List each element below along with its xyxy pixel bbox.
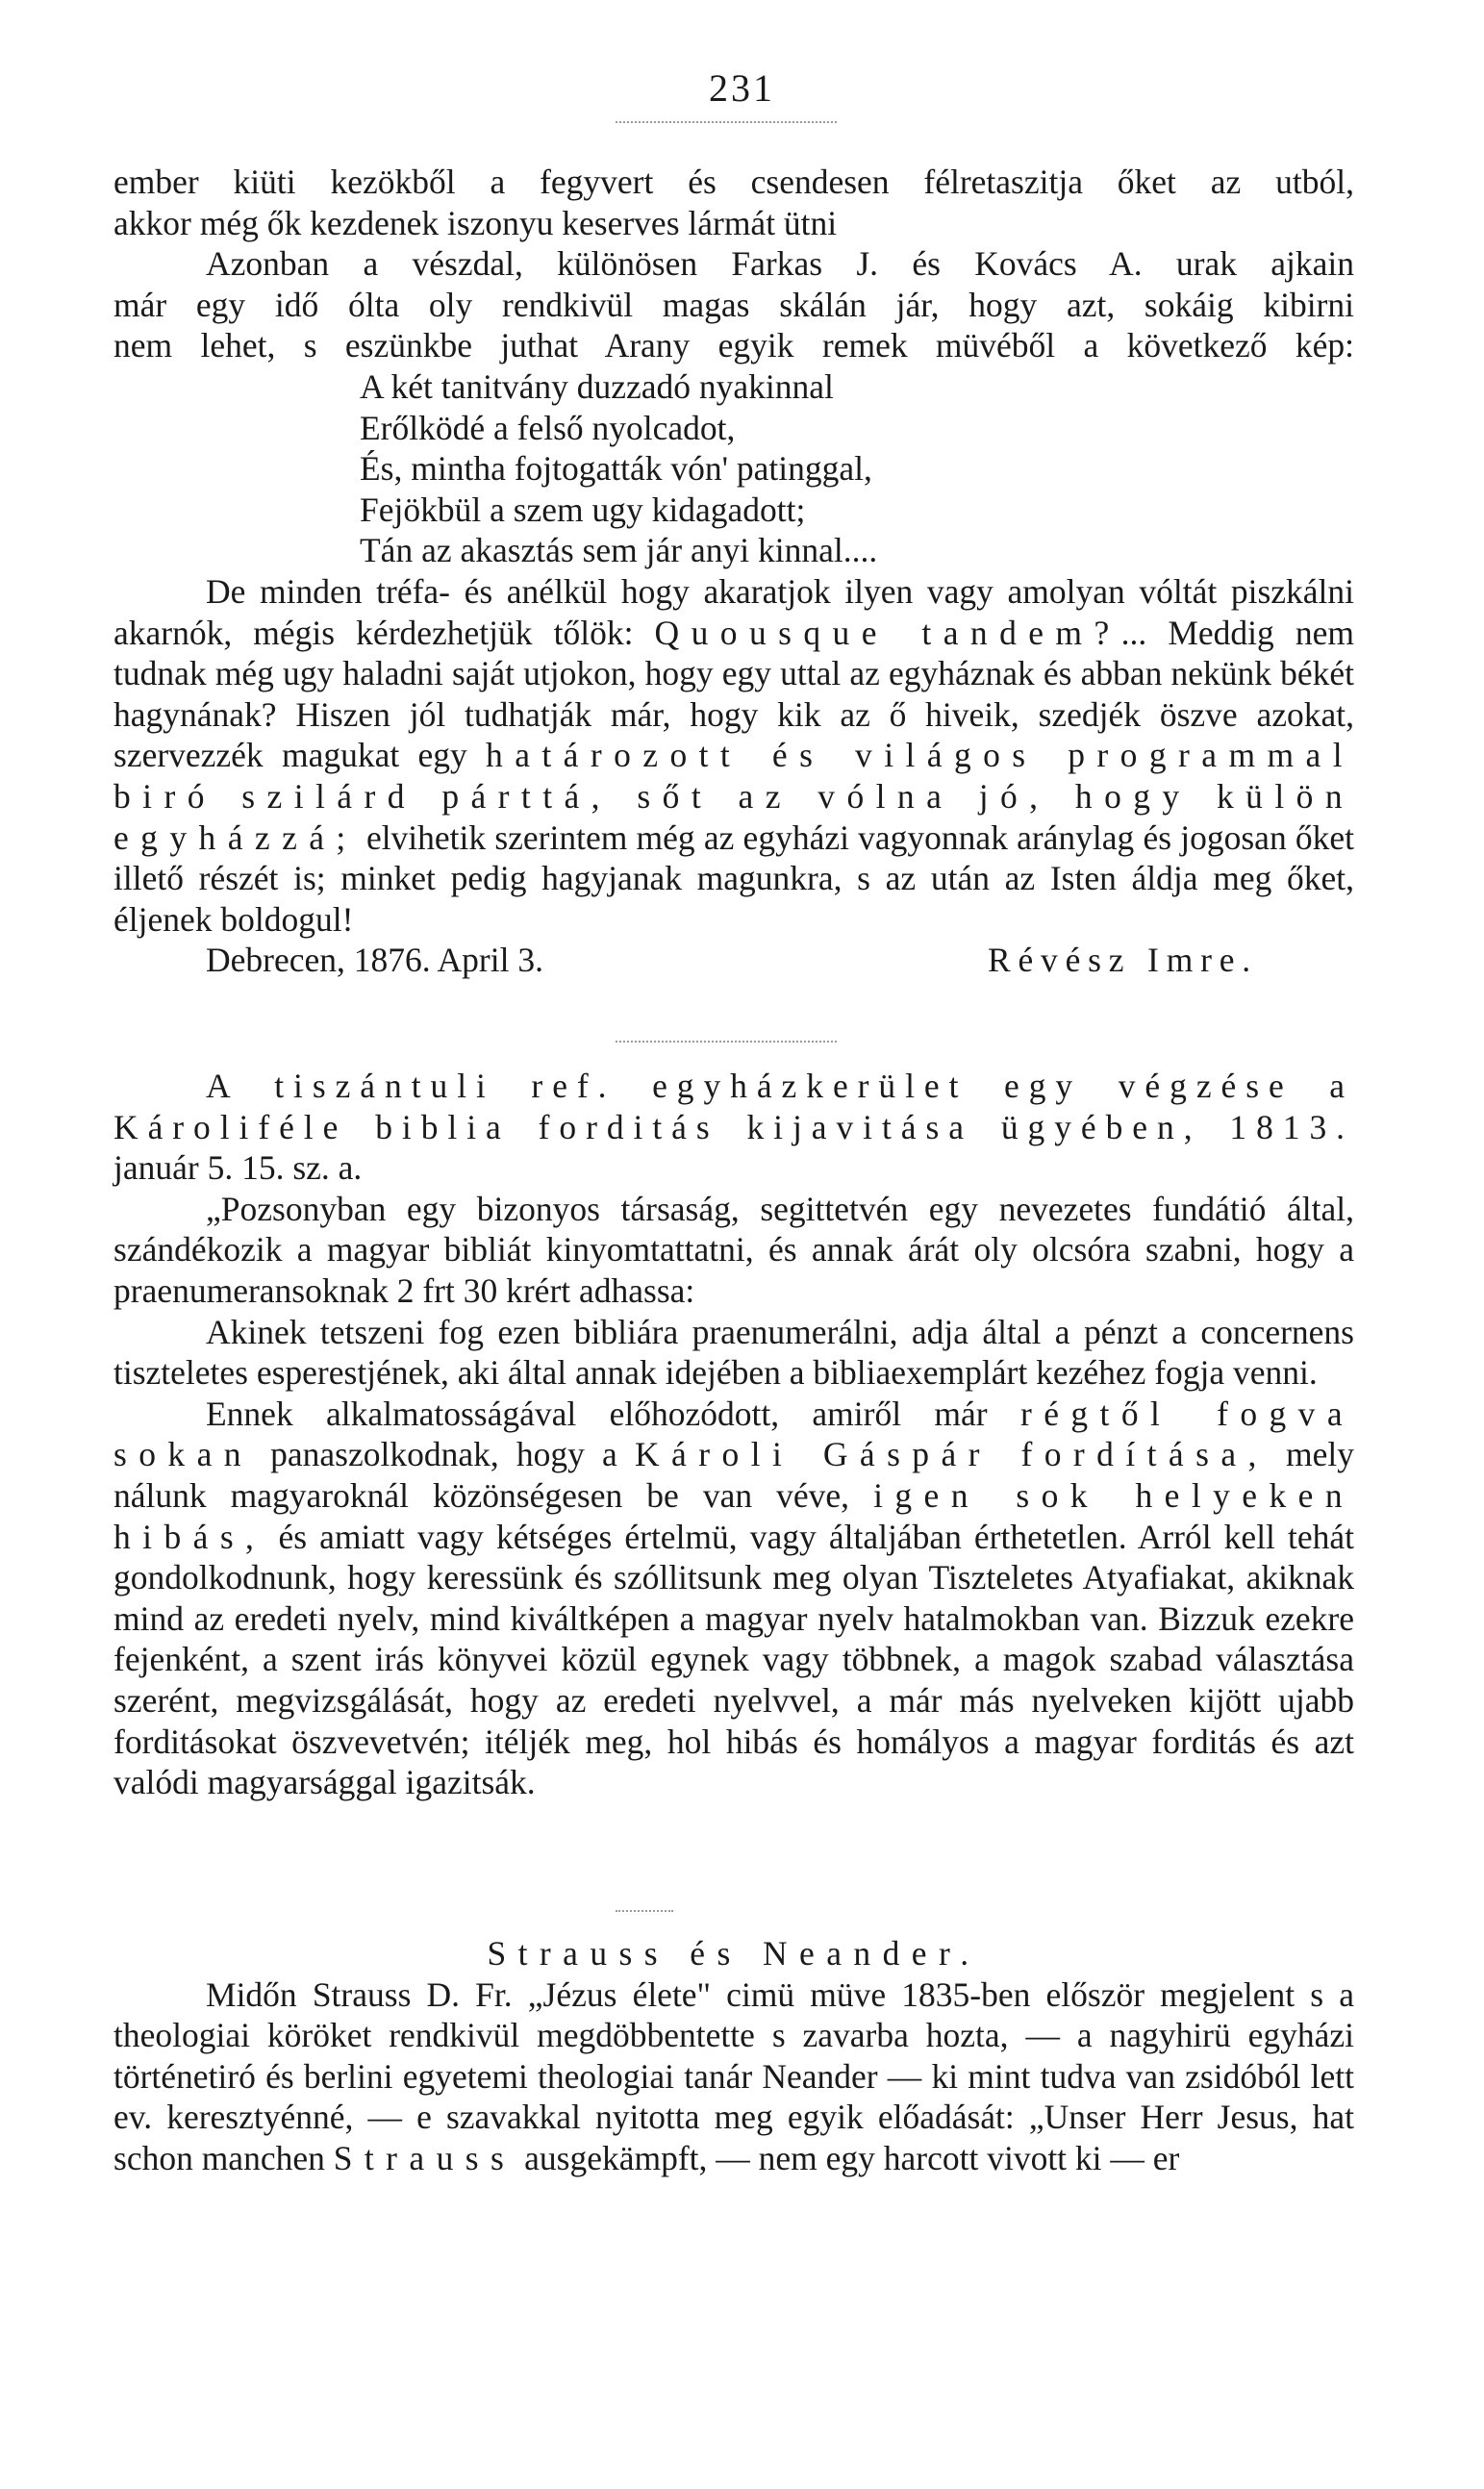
emphasis-text: határozott és világos programmal biró szilárd párttá, sőt az vólna jó, hogy külön egyházzá; — [113, 736, 1354, 857]
author-name: Révész Imre. — [988, 941, 1258, 980]
section-heading: Strauss és Neander. — [487, 1934, 981, 1973]
paragraph-text: ... Meddig nem tudnak még ugy haladni saját utjokon, hogy egy uttal az egyháznak és abban nekünk békét hagynának? Hiszen jól tudhatják már, hogy kik az ő hiveik, szedjék öszve azokat, szervezzék magukat egy — [113, 613, 1354, 775]
emphasis-text: igen sok helyeken hibás, — [113, 1475, 1354, 1556]
text-line: nem lehet, s eszünkbe juthat Arany egyik remek müvéből a következő kép: — [113, 326, 1354, 365]
section-letter — [113, 162, 1354, 981]
verse-line: Erőlködé a felső nyolcadot, — [360, 408, 736, 447]
emphasis-text: Quousque tandem? — [654, 613, 1121, 652]
emphasis-text: Strauss — [333, 2138, 516, 2177]
section-decree — [113, 1066, 1354, 1803]
paragraph-text: és amiatt vagy kétséges értelmü, vagy általjában érthetetlen. Arról kell tehát gondolkodnunk, hogy keressünk és szóllitsunk meg olyan Tiszteletes Atyafiakat, akiknak mind az eredeti nyelv, mind kiváltképen a magyar nyelv hatalmokban van. Bizzuk ezekre fejenként, a szent irás könyvei közül egynek vagy többnek, a magok szabad választása szerént, megvizsgálását, hogy az eredeti nyelvvel, a már más nyelveken kijött ujabb forditásokat öszvevetvén; itéljék meg, hol hibás és homályos a magyar forditás és azt valódi magyarsággal igazitsák. — [113, 1517, 1354, 1802]
paragraph-text: Ennek alkalmatosságával előhozódott, amiről már — [206, 1394, 988, 1433]
text-line: már egy idő ólta oly rendkivül magas skálán jár, hogy azt, sokáig kibirni — [113, 285, 1354, 324]
paragraph-text: elvihetik szerintem még az egyházi vagyonnak aránylag és jogosan őket illető részét is; minket pedig hagyjanak magunkra, s az után az Isten áldja meg őket, éljenek boldogul! — [113, 817, 1355, 939]
page-number: 231 — [709, 66, 775, 110]
signature-line — [113, 940, 1354, 981]
emphasis-text: régtől fogva sokan — [113, 1394, 1355, 1474]
poem-quote — [113, 366, 1354, 571]
section-strauss-neander — [113, 1933, 1354, 2179]
paragraph-text: mely nálunk magyaroknál közönségesen be van véve, — [113, 1435, 1354, 1515]
paragraph — [113, 571, 1354, 940]
paragraph-text: Midőn Strauss D. Fr. „Jézus élete" cimü müve 1835-ben először megjelent s a theologiai köröket rendkivül megdöbbentette s zavarba hozta, — a nagyhirü egyházi történetiró és berlini egyetemi theologiai tanár Neander — ki mint tudva van zsidóból lett ev. keresztyénné, — e szavakkal nyitotta meg egyik előadását: „Unser Herr Jesus, hat schon manchen — [113, 1974, 1354, 2177]
section-heading-date: január 5. 15. sz. a. — [113, 1148, 363, 1188]
verse-line: A két tanitvány duzzadó nyakinnal — [360, 366, 834, 406]
paragraph: Akinek tetszeni fog ezen bibliára praenumerálni, adja által a pénzt a concernens tiszteletes esperestjének, aki által annak idejében a bibliaexemplárt kezéhez fogja venni. — [113, 1312, 1354, 1393]
verse-line: Fejökbül a szem ugy kidagadott; — [360, 490, 806, 529]
text-line: ember kiüti kezökből a fegyvert és csendesen félretaszitja őket az utból, — [113, 163, 1354, 201]
paragraph-text: De minden tréfa- és anélkül hogy akaratjok ilyen vagy amolyan vóltát piszkálni akarnók, mégis kérdezhetjük tőlök: — [113, 571, 1354, 652]
verse-line: Tán az akasztás sem jár anyi kinnal.... — [360, 531, 878, 570]
section-divider — [616, 1910, 673, 1912]
text-line: Azonban a vészdal, különösen Farkas J. és Kovács A. urak ajkain — [206, 244, 1354, 284]
verse-line: És, mintha fojtogatták vón' patinggal, — [360, 449, 872, 489]
paragraph-text: ausgekämpft, — nem egy harcott vivott ki — er — [524, 2138, 1180, 2177]
paragraph — [113, 1394, 1354, 1803]
header-rule — [616, 121, 837, 123]
paragraph-text: panaszolkodnak, hogy a — [270, 1435, 617, 1474]
section-heading: A tiszántuli ref. egyházkerület egy végzése a Károliféle biblia forditás kijavitása ügyében, 1813. — [113, 1067, 1354, 1146]
emphasis-text: Károli Gáspár fordítása, — [634, 1435, 1269, 1474]
text-line: akkor még ők kezdenek iszonyu keserves lármát ütni — [113, 203, 838, 242]
paragraph: „Pozsonyban egy bizonyos társaság, segittetvén egy nevezetes fundátió által, szándékozik a magyar bibliát kinyomtattatni, és annak árát oly olcsóra szabni, hogy a praenumeransoknak 2 frt 30 krért adhassa: — [113, 1189, 1354, 1310]
section-divider — [616, 1041, 837, 1043]
place-date: Debrecen, 1876. April 3. — [206, 941, 543, 980]
paragraph — [113, 1974, 1354, 2179]
